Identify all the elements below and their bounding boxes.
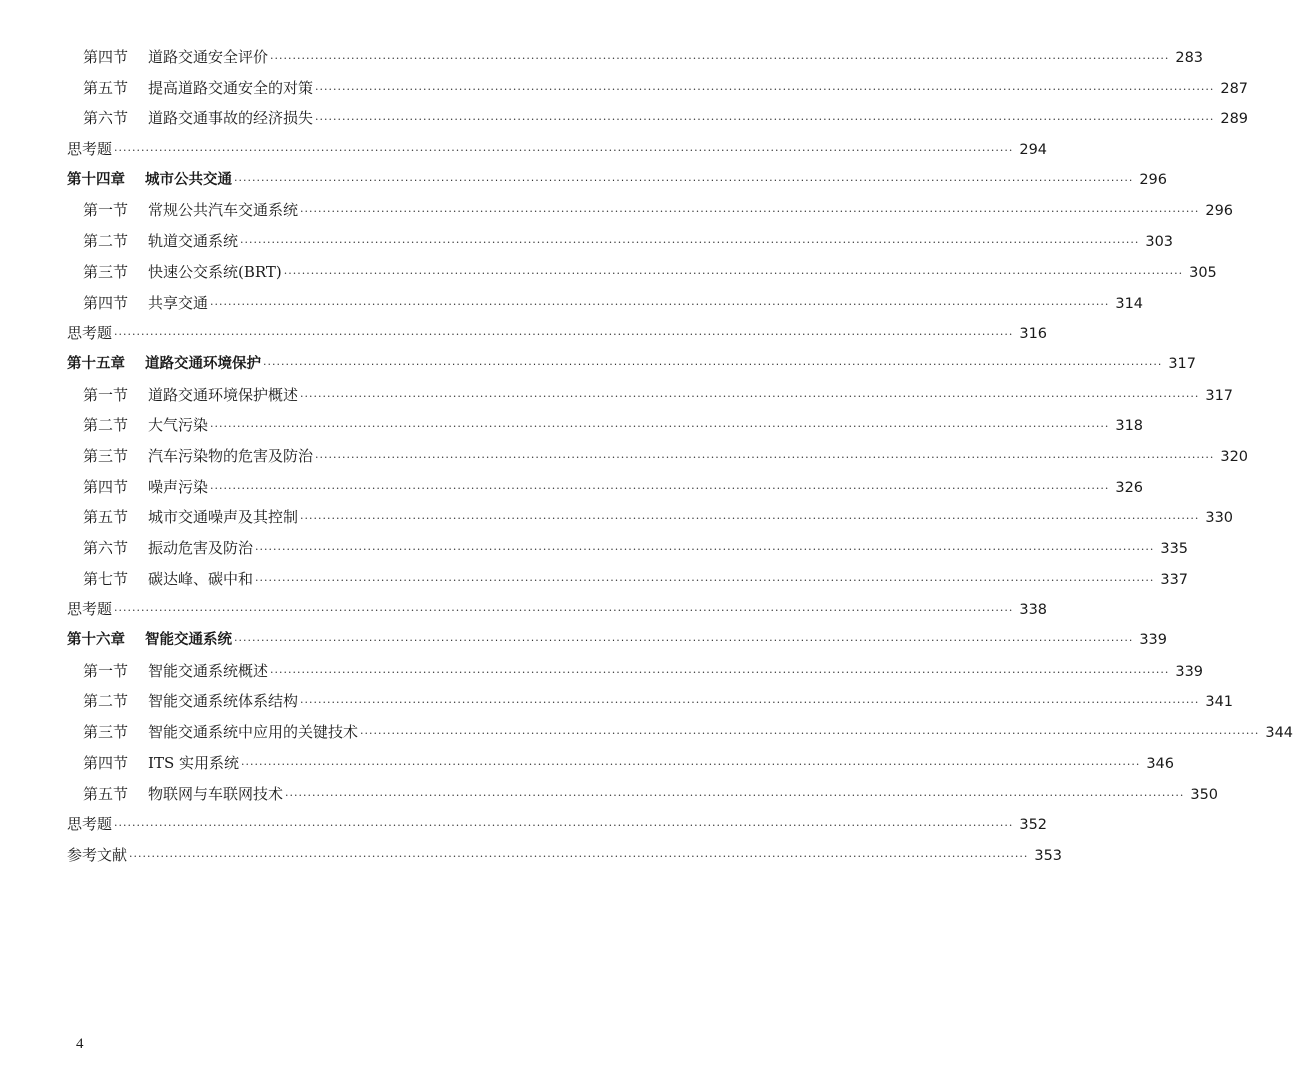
toc-entry-number: 第十五章	[67, 355, 125, 372]
toc-leader-dots: ········································································································································································································	[300, 696, 1200, 710]
toc-entry-title: 城市公共交通	[145, 171, 232, 188]
toc-section-entry[interactable]	[67, 686, 1234, 717]
toc-questions-entry[interactable]	[67, 594, 1048, 625]
table-of-contents	[67, 42, 1293, 871]
toc-entry-page: 283	[1175, 50, 1204, 66]
toc-section-entry[interactable]	[67, 656, 1204, 687]
toc-entry-page: 353	[1034, 847, 1063, 864]
toc-entry-number: 第三节	[83, 723, 129, 742]
toc-entry-page: 294	[1019, 142, 1048, 159]
toc-entry-number: 第十六章	[67, 632, 125, 649]
toc-leader-dots: ········································································································································································································	[300, 205, 1200, 219]
toc-leader-dots: ········································································································································································································	[270, 665, 1170, 679]
toc-entry-title: 智能交通系统	[145, 632, 232, 649]
toc-entry-page: 317	[1168, 355, 1197, 372]
toc-questions-entry[interactable]	[67, 809, 1048, 840]
toc-entry-title: 智能交通系统中应用的关键技术	[148, 723, 359, 742]
toc-leader-dots: ········································································································································································································	[300, 389, 1200, 403]
toc-questions-entry[interactable]	[67, 134, 1048, 165]
toc-section-entry[interactable]	[67, 502, 1234, 533]
toc-entry-number: 第一节	[83, 661, 129, 680]
toc-entry-page: 346	[1146, 755, 1175, 772]
toc-section-entry[interactable]	[67, 472, 1144, 503]
toc-entry-page: 341	[1205, 694, 1234, 711]
toc-leader-dots: ········································································································································································································	[255, 543, 1155, 556]
toc-entry-title: 振动危害及防治	[148, 539, 254, 557]
toc-entry-number: 第五节	[83, 78, 129, 97]
toc-entry-number: 第二节	[83, 232, 129, 251]
toc-chapter-entry[interactable]	[67, 349, 1197, 380]
toc-leader-dots: ········································································································································································································	[360, 727, 1260, 741]
toc-entry-page: 296	[1205, 203, 1234, 220]
toc-section-entry[interactable]	[67, 195, 1234, 226]
toc-entry-number: 第十四章	[67, 171, 125, 188]
toc-entry-title: 智能交通系统体系结构	[148, 692, 299, 711]
toc-entry-page: 339	[1139, 632, 1168, 649]
toc-entry-title: 道路交通环境保护	[145, 355, 261, 372]
toc-entry-title: 常规公共汽车交通系统	[148, 201, 299, 220]
toc-entry-number: 第四节	[83, 293, 129, 312]
toc-leader-dots: ········································································································································································································	[210, 420, 1110, 434]
toc-leader-dots: ········································································································································································································	[263, 357, 1163, 371]
toc-leader-dots: ········································································································································································································	[129, 849, 1029, 863]
toc-entry-number: 第五节	[83, 508, 129, 527]
toc-entry-page: 287	[1220, 80, 1249, 97]
toc-leader-dots: ········································································································································································································	[283, 266, 1184, 280]
toc-chapter-entry[interactable]	[67, 625, 1168, 656]
toc-leader-dots: ········································································································································································································	[210, 297, 1110, 311]
toc-entry-number: 第七节	[83, 569, 129, 588]
toc-entry-title: 道路交通安全评价	[148, 48, 269, 66]
toc-entry-page: 317	[1205, 387, 1234, 404]
toc-entry-title: 道路交通环境保护概述	[148, 385, 299, 404]
toc-questions-entry[interactable]	[67, 318, 1048, 349]
toc-entry-number: 第五节	[83, 784, 129, 803]
toc-entry-number: 第二节	[83, 416, 129, 435]
toc-section-entry[interactable]	[67, 288, 1144, 319]
toc-entry-number: 第四节	[83, 477, 129, 496]
toc-entry-title: 大气污染	[148, 416, 209, 435]
toc-entry-title: 汽车污染物的危害及防治	[148, 446, 314, 465]
toc-entry-page: 316	[1019, 326, 1048, 343]
toc-section-entry[interactable]	[67, 380, 1234, 411]
page-number: 4	[76, 1036, 84, 1052]
toc-section-entry[interactable]	[67, 257, 1217, 288]
toc-entry-title: 轨道交通系统	[148, 232, 239, 251]
toc-entry-title: 快速公交系统(BRT)	[148, 262, 282, 281]
toc-section-entry[interactable]	[67, 410, 1144, 441]
toc-entry-page: 303	[1145, 234, 1174, 251]
toc-entry-page: 326	[1115, 479, 1144, 496]
toc-entry-title: 提高道路交通安全的对策	[148, 78, 314, 97]
toc-entry-title: 碳达峰、碳中和	[148, 569, 254, 588]
toc-entry-page: 296	[1139, 171, 1168, 188]
toc-section-entry[interactable]	[67, 533, 1189, 564]
toc-entry-number: 第二节	[83, 692, 129, 711]
toc-leader-dots: ········································································································································································································	[114, 604, 1014, 618]
toc-entry-page: 350	[1190, 786, 1219, 803]
toc-leader-dots: ········································································································································································································	[315, 82, 1215, 96]
toc-entry-number: 第一节	[83, 385, 129, 404]
toc-entry-title: 噪声污染	[148, 477, 209, 496]
toc-leader-dots: ········································································································································································································	[241, 757, 1141, 771]
toc-entry-page: 339	[1175, 663, 1204, 680]
toc-entry-title: 智能交通系统概述	[148, 661, 269, 680]
toc-entry-number: 思考题	[67, 324, 113, 343]
toc-section-entry[interactable]	[67, 441, 1249, 472]
toc-leader-dots: ········································································································································································································	[114, 144, 1014, 158]
toc-entry-number: 第三节	[83, 446, 129, 465]
toc-entry-page: 338	[1019, 602, 1048, 619]
toc-entry-title: ITS 实用系统	[148, 753, 239, 772]
toc-entry-page: 305	[1189, 264, 1217, 281]
toc-leader-dots: ········································································································································································································	[300, 512, 1200, 526]
toc-chapter-entry[interactable]	[67, 165, 1168, 196]
toc-entry-number: 思考题	[67, 140, 113, 159]
toc-leader-dots: ········································································································································································································	[210, 481, 1110, 495]
toc-leader-dots: ········································································································································································································	[114, 328, 1014, 342]
toc-entry-title: 城市交通噪声及其控制	[148, 508, 299, 527]
toc-entry-page: 314	[1115, 295, 1144, 312]
toc-section-entry[interactable]	[67, 564, 1189, 595]
toc-entry-page: 330	[1205, 510, 1234, 527]
toc-leader-dots: ········································································································································································································	[234, 173, 1134, 187]
toc-section-entry[interactable]	[67, 226, 1174, 257]
toc-entry-number: 第六节	[83, 109, 129, 128]
toc-leader-dots: ········································································································································································································	[114, 819, 1014, 833]
toc-leader-dots: ········································································································································································································	[285, 788, 1185, 802]
toc-entry-page: 335	[1160, 541, 1189, 557]
toc-entry-number: 第三节	[83, 262, 129, 281]
toc-leader-dots: ········································································································································································································	[315, 450, 1215, 464]
toc-entry-number: 第六节	[83, 539, 129, 557]
toc-section-entry[interactable]	[67, 779, 1219, 810]
toc-entry-title: 共享交通	[148, 293, 209, 312]
toc-leader-dots: ········································································································································································································	[315, 113, 1215, 127]
toc-entry-number: 第四节	[83, 753, 129, 772]
toc-entry-number: 参考文献	[67, 845, 128, 864]
toc-section-entry[interactable]	[67, 748, 1175, 779]
toc-leader-dots: ········································································································································································································	[234, 634, 1134, 648]
toc-entry-page: 337	[1160, 571, 1189, 588]
toc-entry-number: 第一节	[83, 201, 129, 220]
toc-references-entry[interactable]	[67, 840, 1063, 871]
toc-leader-dots: ········································································································································································································	[270, 52, 1170, 65]
toc-leader-dots: ········································································································································································································	[255, 573, 1155, 587]
toc-section-entry[interactable]	[67, 103, 1249, 134]
toc-section-entry[interactable]	[67, 42, 1204, 73]
toc-entry-page: 289	[1220, 111, 1249, 128]
toc-section-entry[interactable]	[67, 717, 1293, 748]
toc-entry-title: 道路交通事故的经济损失	[148, 109, 314, 128]
toc-entry-title: 物联网与车联网技术	[148, 784, 284, 803]
toc-leader-dots: ········································································································································································································	[240, 236, 1140, 250]
toc-entry-page: 344	[1265, 725, 1293, 742]
toc-entry-page: 320	[1220, 448, 1249, 465]
toc-entry-number: 第四节	[83, 48, 129, 66]
toc-section-entry[interactable]	[67, 73, 1249, 104]
toc-entry-page: 352	[1019, 817, 1048, 834]
toc-entry-number: 思考题	[67, 600, 113, 619]
toc-entry-page: 318	[1115, 418, 1144, 435]
toc-entry-number: 思考题	[67, 815, 113, 834]
